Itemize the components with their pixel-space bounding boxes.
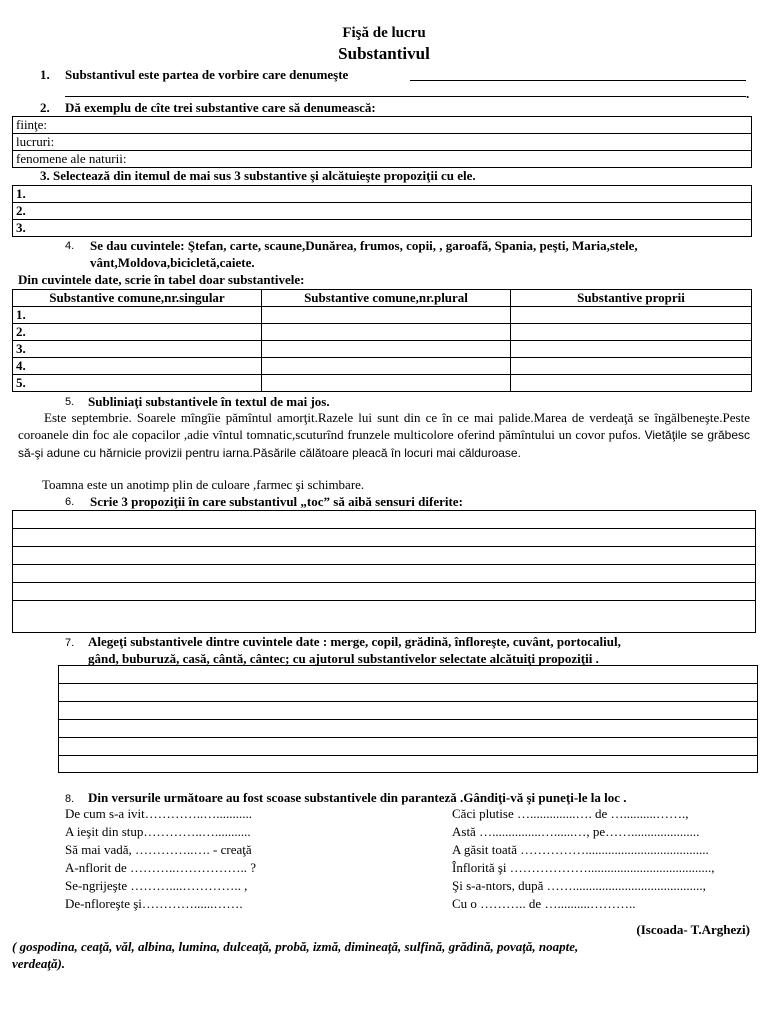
q2-row-fiinte[interactable]: fiinţe:	[13, 117, 752, 134]
q8-verse-right-4: Înflorită şi ………………......................................,	[452, 860, 715, 875]
q7-text-line-2: gând, buburuză, casă, cântă, cântec; cu ajutorul substantivelor selectate alcătuiţi propoziţii .	[88, 651, 599, 666]
q4-cell[interactable]	[262, 358, 511, 375]
q4-cell[interactable]	[511, 324, 752, 341]
q8-verse-left-2: A ieşit din stup…………..…...........	[65, 824, 251, 839]
q8-verse-left-5: Se-ngrijeşte ………....………….. ,	[65, 878, 248, 893]
answer-line[interactable]	[13, 511, 755, 529]
q8-number: 8.	[65, 793, 75, 805]
q2-row-fenomene[interactable]: fenomene ale naturii:	[13, 151, 752, 168]
q4-col-singular: Substantive comune,nr.singular	[13, 290, 262, 307]
answer-line[interactable]	[13, 565, 755, 583]
q4-number: 4.	[65, 240, 75, 252]
page-subtitle: Substantivul	[338, 44, 430, 63]
q5-paragraph-2: Toamna este un anotimp plin de culoare ,farmec şi schimbare.	[42, 477, 365, 492]
q1-number: 1.	[40, 67, 50, 82]
q1-end: .	[746, 86, 750, 101]
q2-number: 2.	[40, 100, 50, 115]
q5-text: Subliniaţi substantivele în textul de mai jos.	[88, 394, 330, 409]
answer-line[interactable]	[59, 702, 757, 720]
q8-words-line-2: verdeaţă).	[12, 956, 66, 971]
q8-verse-right-2: Astă …...............…......…, pe…….....................	[452, 824, 700, 839]
q3-text: 3. Selectează din itemul de mai sus 3 substantive şi alcătuieşte propoziţii cu ele.	[40, 168, 476, 183]
q2-table	[12, 116, 752, 168]
page-title: Fişă de lucru	[342, 25, 426, 41]
q5-paragraph-text: Este septembrie. Soarele mîngîie pămîntul amorţit.Razele lui sunt din ce în ce mai palide.Marea de verdeaţă se îngălbeneşte.Peste coroanele din foc ale copacilor ,adie vîntul tomnatic,scuturînd frunzele multicolore oferind pămîntului un covor pufos.	[18, 410, 750, 442]
q3-table	[12, 185, 752, 237]
q1-answer-line-2[interactable]	[65, 96, 746, 97]
q8-verse-left-6: De-nfloreşte şi…………......…….	[65, 896, 243, 911]
q8-text: Din versurile următoare au fost scoase substantivele din paranteză .Gândiţi-vă şi puneţi-le la loc .	[88, 790, 627, 805]
answer-line[interactable]	[13, 583, 755, 601]
q1-text: Substantivul este partea de vorbire care denumeşte	[65, 67, 349, 82]
q8-verse-right-1: Căci plutise …..............…. de …..........…….,	[452, 806, 689, 821]
q4-cell[interactable]	[511, 375, 752, 392]
answer-line[interactable]	[13, 547, 755, 565]
q3-row-2[interactable]: 2.	[13, 203, 752, 220]
answer-line[interactable]	[59, 738, 757, 756]
q6-answer-box[interactable]	[12, 510, 756, 633]
q4-cell[interactable]	[511, 341, 752, 358]
q4-col-plural: Substantive comune,nr.plural	[262, 290, 511, 307]
q8-verse-right-6: Cu o ……….. de …..........………..	[452, 896, 636, 911]
q3-row-1[interactable]: 1.	[13, 186, 752, 203]
q5-number: 5.	[65, 396, 75, 408]
answer-line[interactable]	[13, 529, 755, 547]
q8-verse-left-4: A-nflorit de ………..…………….. ?	[65, 860, 257, 875]
q1-answer-line-1[interactable]	[410, 80, 746, 81]
q8-verse-right-5: Şi s-a-ntors, după ……........................................,	[452, 878, 706, 893]
q4-row-1[interactable]: 1.	[13, 307, 262, 324]
answer-line[interactable]	[59, 684, 757, 702]
answer-line[interactable]	[13, 601, 755, 619]
q7-answer-box[interactable]	[58, 665, 758, 773]
q4-row-5[interactable]: 5.	[13, 375, 262, 392]
q6-number: 6.	[65, 496, 75, 508]
q4-row-4[interactable]: 4.	[13, 358, 262, 375]
q2-row-lucruri[interactable]: lucruri:	[13, 134, 752, 151]
q5-paragraph-text-sans: Vietăţile se grăbesc să-şi adune cu hărnicie provizii pentru iarna.Păsările călătoare pleacă în locuri mai călduroase.	[18, 428, 751, 460]
q4-row-2[interactable]: 2.	[13, 324, 262, 341]
answer-line[interactable]	[59, 756, 757, 774]
q4-cell[interactable]	[262, 375, 511, 392]
q2-text: Dă exemplu de cîte trei substantive care să denumească:	[65, 100, 376, 115]
q4-text-line-1: Se dau cuvintele: Ştefan, carte, scaune,Dunărea, frumos, copii, , garoafă, Spania, peşti, Maria,stele,	[90, 238, 638, 253]
q4-table	[12, 289, 752, 392]
q4-cell[interactable]	[262, 307, 511, 324]
q4-cell[interactable]	[262, 341, 511, 358]
q7-number: 7.	[65, 637, 75, 649]
q4-cell[interactable]	[511, 307, 752, 324]
q8-verse-right-3: A găsit toată ……………......................................	[452, 842, 709, 857]
q4-col-proprii: Substantive proprii	[511, 290, 752, 307]
q4-instruction: Din cuvintele date, scrie în tabel doar substantivele:	[18, 272, 305, 287]
q4-cell[interactable]	[511, 358, 752, 375]
q4-cell[interactable]	[262, 324, 511, 341]
answer-line[interactable]	[59, 666, 757, 684]
q4-text-line-2: vânt,Moldova,bicicletă,caiete.	[90, 255, 255, 270]
q4-row-3[interactable]: 3.	[13, 341, 262, 358]
q8-source: (Iscoada- T.Arghezi)	[636, 922, 750, 937]
q6-text: Scrie 3 propoziţii în care substantivul „toc” să aibă sensuri diferite:	[90, 494, 463, 509]
q5-paragraph	[18, 409, 750, 462]
q7-text-line-1: Alegeţi substantivele dintre cuvintele date : merge, copil, grădină, înfloreşte, cuvânt, portocaliul,	[88, 634, 621, 649]
answer-line[interactable]	[59, 720, 757, 738]
q8-words-line-1: ( gospodina, ceaţă, văl, albina, lumina, dulceaţă, probă, izmă, dimineaţă, sulfină, grădină, povaţă, noapte,	[12, 939, 579, 954]
q8-verse-left-1: De cum s-a ivit…………..…...........	[65, 806, 253, 821]
q8-verse-left-3: Să mai vadă, …………..…. - creaţă	[65, 842, 252, 857]
q3-row-3[interactable]: 3.	[13, 220, 752, 237]
